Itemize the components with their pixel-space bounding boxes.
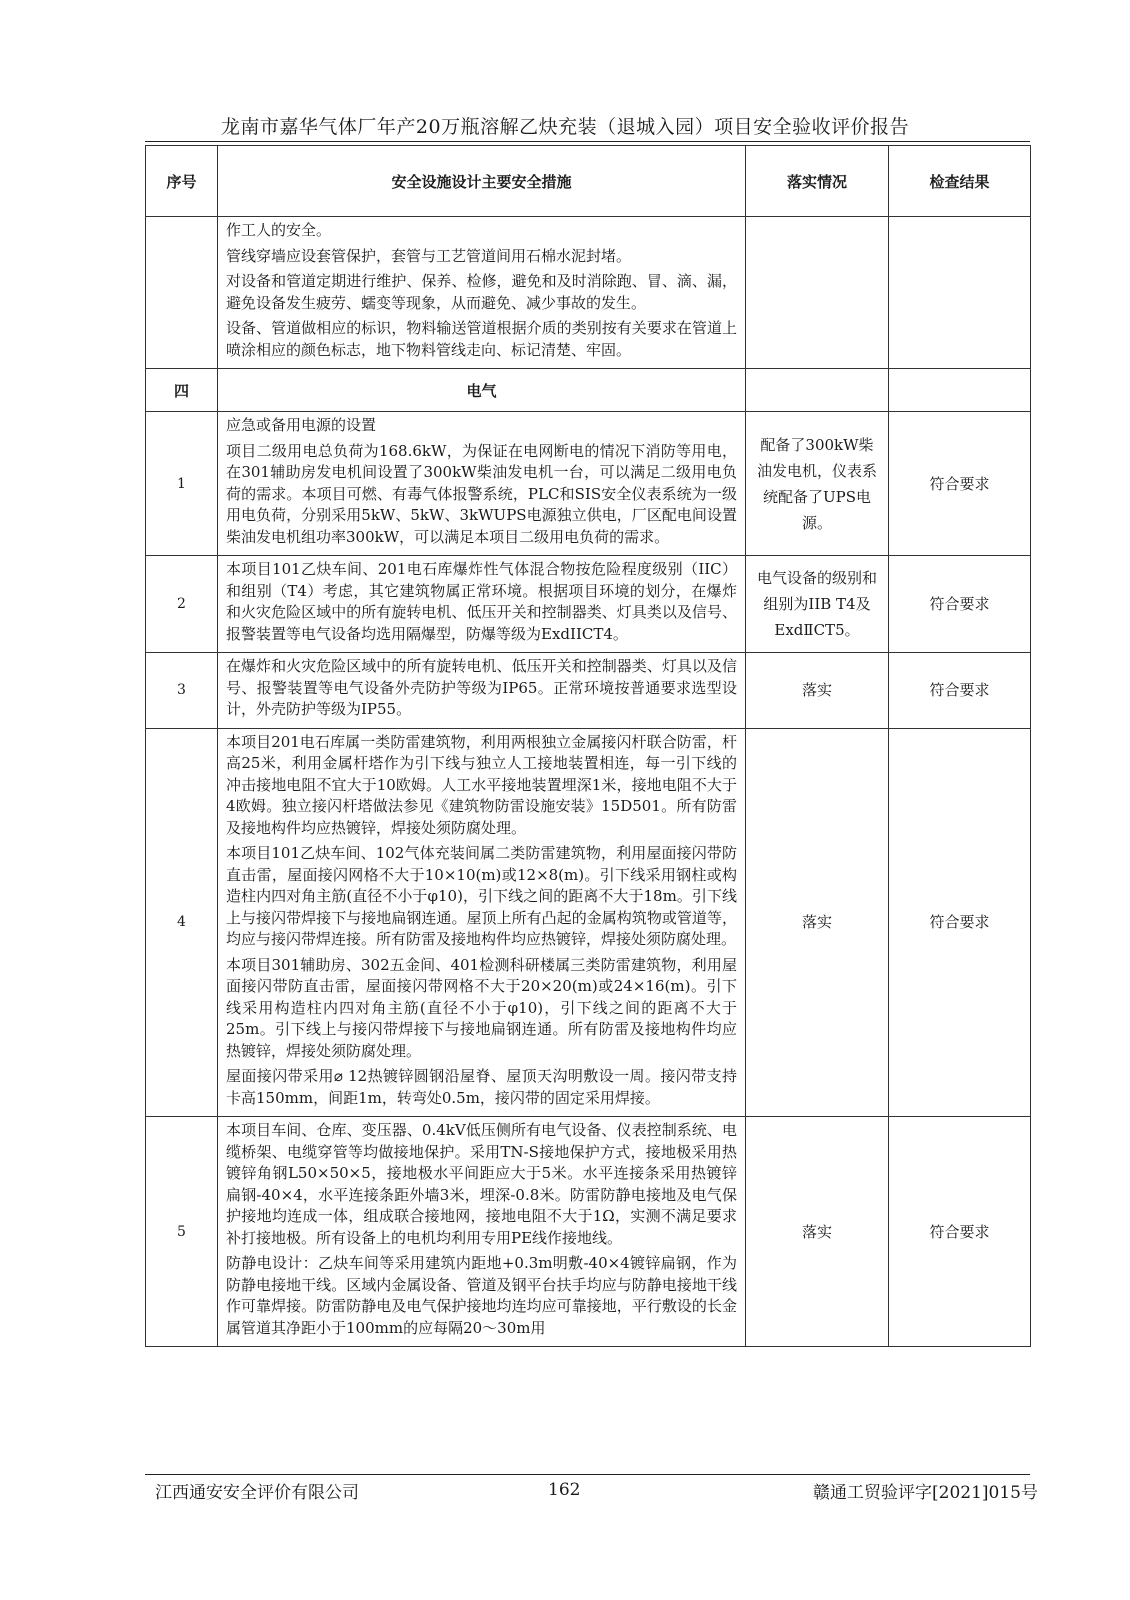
row-result: 符合要求 [889, 412, 1031, 556]
row-result: 符合要求 [889, 728, 1031, 1117]
paragraph: 项目二级用电总负荷为168.6kW，为保证在电网断电的情况下消防等用电，在301辅助房发电机间设置了300kW柴油发电机一台，可以满足二级用电负荷的需求。本项目可燃、有毒气体报警系统，PLC和SIS安全仪表系统为一级用电负荷，分别采用5kW、5kW、3kWUPS电源独立供电，厂区配电间设置柴油发电机组功率300kW，可以满足本项目二级用电负荷的需求。 [226, 441, 737, 546]
section-row-electrical [146, 369, 1031, 412]
table-row [146, 1117, 1031, 1347]
row-result: 符合要求 [889, 556, 1031, 653]
footer-doc-number: 赣通工贸验评字[2021]015号 [813, 1483, 1038, 1503]
row-number: 2 [146, 556, 218, 653]
table-row [146, 653, 1031, 729]
row-result: 符合要求 [889, 653, 1031, 729]
row-content [218, 1117, 746, 1347]
paragraph: 设备、管道做相应的标识，物料输送管道根据介质的类别按有关要求在管道上喷涂相应的颜色标志，地下物料管线走向、标记清楚、牢固。 [226, 319, 737, 359]
table-row-continuation [146, 217, 1031, 369]
row-number: 1 [146, 412, 218, 556]
section-title: 电气 [218, 369, 746, 412]
row-number: 4 [146, 728, 218, 1117]
row-implementation: 落实 [746, 728, 889, 1117]
column-header-measures: 安全设施设计主要安全措施 [218, 146, 746, 217]
table-row [146, 728, 1031, 1117]
paragraph: 本项目101乙炔车间、102气体充装间属二类防雷建筑物，利用屋面接闪带防直击雷，屋面接闪网格不大于10×10(m)或12×8(m)。引下线采用钢柱或构造柱内四对角主筋(直径不小于φ10)，引下线之间的距离不大于18m。引下线上与接闪带焊接下与接地扁钢连通。屋顶上所有凸起的金属构筑物或管道等，均应与接闪带焊连接。所有防雷及接地构件均应热镀锌，焊接处须防腐处理。 [226, 844, 737, 948]
paragraph: 本项目201电石库属一类防雷建筑物，利用两根独立金属接闪杆联合防雷，杆高25米，利用金属杆塔作为引下线与独立人工接地装置相连，每一引下线的冲击接地电阻不宜大于10欧姆。人工水平接地装置埋深1米，接地电阻不大于4欧姆。独立接闪杆塔做法参见《建筑物防雷设施安装》15D501。所有防雷及接地构件均应热镀锌，焊接处须防腐处理。 [226, 732, 737, 837]
row-content [218, 556, 746, 653]
paragraph: 本项目车间、仓库、变压器、0.4kV低压侧所有电气设备、仪表控制系统、电缆桥架、电缆穿管等均做接地保护。采用TN-S接地保护方式，接地极采用热镀锌角钢L50×50×5，接地极水平间距应大于5米。水平连接条采用热镀锌扁钢-40×4，水平连接条距外墙3米，埋深-0.8米。防雷防静电接地及电气保护接地均连成一体，组成联合接地网，接地电阻不大于1Ω，实测不满足要求补打接地极。所有设备上的电机均利用专用PE线作接地线。 [226, 1121, 737, 1247]
row-content [218, 217, 746, 369]
table-row [146, 412, 1031, 556]
row-result [889, 217, 1031, 369]
paragraph: 对设备和管道定期进行维护、保养、检修，避免和及时消除跑、冒、滴、漏，避免设备发生疲劳、蠕变等现象，从而避免、减少事故的发生。 [226, 272, 737, 312]
table-header-row [146, 146, 1031, 217]
inspection-table [145, 145, 1031, 1347]
paragraph: 本项目101乙炔车间、201电石库爆炸性气体混合物按危险程度级别（IIC）和组别（T4）考虑，其它建筑物属正常环境。根据项目环境的划分，在爆炸和火灾危险区域中的所有旋转电机、低压开关和控制器类、灯具类以及信号、报警装置等电气设备均选用隔爆型，防爆等级为ExdIICT4。 [226, 560, 737, 643]
row-implementation: 落实 [746, 653, 889, 729]
table-row [146, 556, 1031, 653]
section-empty-cell [746, 369, 889, 412]
paragraph: 管线穿墙应设套管保护，套管与工艺管道间用石棉水泥封堵。 [226, 246, 632, 265]
row-implementation: 落实 [746, 1117, 889, 1347]
row-result: 符合要求 [889, 1117, 1031, 1347]
paragraph: 应急或备用电源的设置 [226, 416, 377, 434]
section-empty-cell [889, 369, 1031, 412]
row-implementation: 配备了300kW柴油发电机，仪表系统配备了UPS电源。 [746, 412, 889, 556]
row-implementation [746, 217, 889, 369]
row-number: 5 [146, 1117, 218, 1347]
paragraph: 作工人的安全。 [226, 221, 332, 239]
header-rule [145, 141, 1030, 142]
section-number: 四 [146, 369, 218, 412]
row-implementation: 电气设备的级别和组别为IIB T4及ExdⅡCT5。 [746, 556, 889, 653]
paragraph: 本项目301辅助房、302五金间、401检测科研楼属三类防雷建筑物，利用屋面接闪带防直击雷，屋面接闪带网格不大于20×20(m)或24×16(m)。引下线采用构造柱内四对角主筋(直径不小于φ10)，引下线之间的距离不大于25m。引下线上与接闪带焊接下与接地扁钢连通。所有防雷及接地构件均应热镀锌，焊接处须防腐处理。 [226, 955, 737, 1060]
footer-company: 江西通安安全评价有限公司 [155, 1483, 359, 1503]
row-content [218, 412, 746, 556]
paragraph: 屋面接闪带采用⌀ 12热镀锌圆钢沿屋脊、屋顶天沟明敷设一周。接闪带支持卡高150mm，间距1m，转弯处0.5m，接闪带的固定采用焊接。 [226, 1067, 737, 1107]
row-number [146, 217, 218, 369]
row-number: 3 [146, 653, 218, 729]
column-header-result: 检查结果 [889, 146, 1031, 217]
column-header-number: 序号 [146, 146, 218, 217]
row-content [218, 728, 746, 1117]
report-title: 龙南市嘉华气体厂年产20万瓶溶解乙炔充装（退城入园）项目安全验收评价报告 [220, 116, 910, 138]
row-content [218, 653, 746, 729]
paragraph: 防静电设计：乙炔车间等采用建筑内距地+0.3m明敷-40×4镀锌扁钢，作为防静电接地干线。区域内金属设备、管道及钢平台扶手均应与防静电接地干线作可靠焊接。防雷防静电及电气保护接地均连均应可靠接地，平行敷设的长金属管道其净距小于100mm的应每隔20～30m用 [226, 1254, 737, 1337]
page-number: 162 [548, 1480, 581, 1500]
paragraph: 在爆炸和火灾危险区域中的所有旋转电机、低压开关和控制器类、灯具以及信号、报警装置等电气设备外壳防护等级为IP65。正常环境按普通要求选型设计，外壳防护等级为IP55。 [226, 657, 737, 718]
column-header-implementation: 落实情况 [746, 146, 889, 217]
footer-rule [145, 1474, 1030, 1475]
